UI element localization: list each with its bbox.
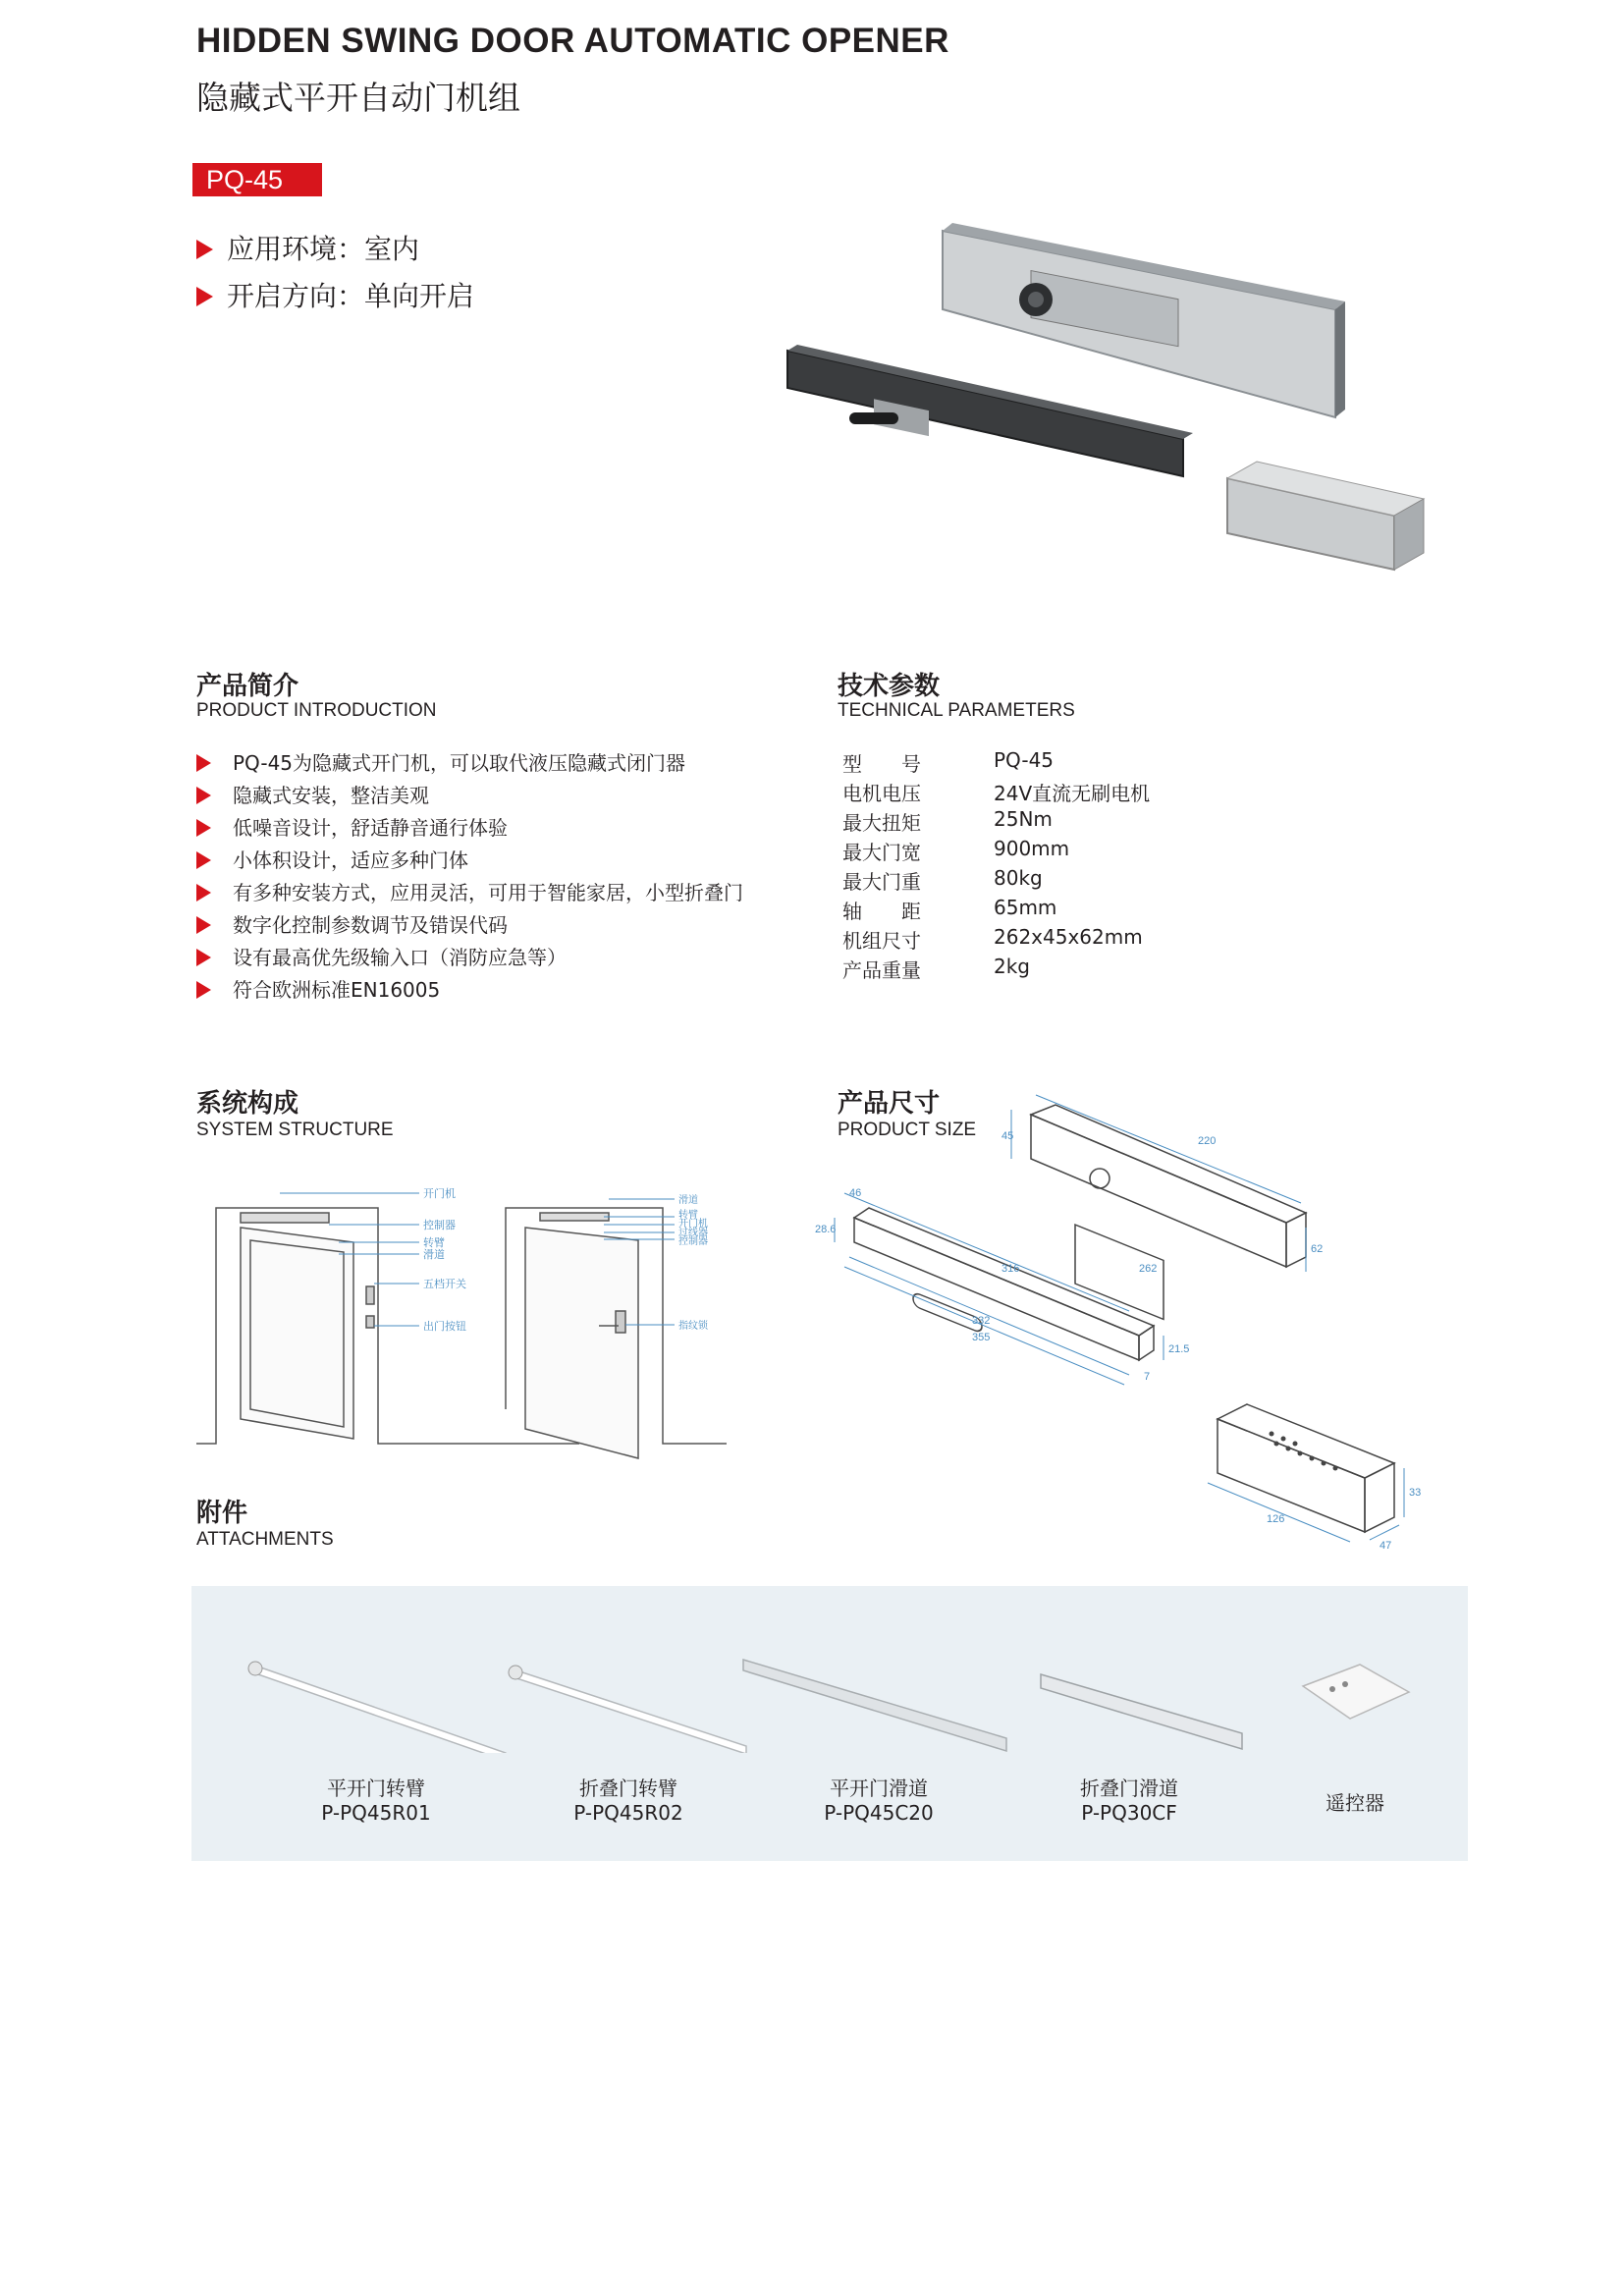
attachments-images — [191, 1586, 1468, 1753]
triangle-bullet-icon — [196, 754, 211, 772]
swing-arm-image — [248, 1662, 506, 1753]
triangle-bullet-icon — [196, 884, 211, 902]
feature-environment: 应用环境：室内 — [196, 228, 419, 267]
dimension-label: 7 — [1144, 1371, 1151, 1383]
intro-item: 符合欧洲标准EN16005 — [196, 974, 440, 1003]
param-value: PQ-45 — [994, 748, 1055, 772]
attachment-name: 平开门转臂 — [327, 1777, 425, 1800]
intro-title-cn: 产品简介 — [196, 672, 299, 701]
dimension-label: 46 — [849, 1187, 862, 1199]
intro-title-en: PRODUCT INTRODUCTION — [196, 700, 437, 721]
attachments-title-en: ATTACHMENTS — [196, 1529, 334, 1550]
structure-label: 转臂 — [678, 1210, 698, 1221]
triangle-bullet-icon — [196, 981, 211, 999]
triangle-bullet-icon — [196, 787, 211, 804]
params-title-en: TECHNICAL PARAMETERS — [838, 700, 1075, 721]
model-badge: PQ-45 — [192, 163, 322, 196]
structure-label: 滑道 — [423, 1249, 445, 1261]
attachment-item — [268, 1773, 484, 1825]
attachment-name: 平开门滑道 — [830, 1777, 928, 1800]
triangle-bullet-icon — [196, 240, 213, 259]
feature-direction: 开启方向：单向开启 — [196, 275, 474, 314]
power-supply-image — [1227, 462, 1424, 614]
param-value: 25Nm — [994, 807, 1053, 831]
triangle-bullet-icon — [196, 819, 211, 837]
structure-title-cn: 系统构成 — [196, 1089, 299, 1119]
attachment-name: 折叠门滑道 — [1080, 1777, 1178, 1800]
attachment-code: P-PQ30CF — [1081, 1801, 1177, 1825]
page-title-cn: 隐藏式平开自动门机组 — [196, 79, 520, 117]
dimension-label: 62 — [1311, 1243, 1324, 1255]
dimension-label: 316 — [1001, 1263, 1020, 1275]
dimension-label: 220 — [1198, 1135, 1217, 1147]
structure-label: 开门机 — [678, 1219, 708, 1230]
intro-item: 有多种安装方式，应用灵活，可用于智能家居，小型折叠门 — [196, 877, 743, 905]
dimension-label: 126 — [1267, 1513, 1285, 1525]
param-value: 65mm — [994, 896, 1057, 919]
triangle-bullet-icon — [196, 851, 211, 869]
attachments-title-cn: 附件 — [196, 1499, 248, 1528]
intro-item: 设有最高优先级输入口（消防应急等） — [196, 942, 567, 970]
structure-label: 转臂 — [423, 1237, 445, 1249]
triangle-bullet-icon — [196, 287, 213, 306]
intro-item: PQ-45为隐藏式开门机，可以取代液压隐藏式闭门器 — [196, 747, 685, 776]
dimension-label: 262 — [1139, 1263, 1158, 1275]
slide-rail-image — [787, 345, 1193, 476]
params-title-cn: 技术参数 — [838, 672, 941, 701]
param-value: 2kg — [994, 955, 1031, 978]
dimension-label: 45 — [1001, 1130, 1014, 1142]
param-key: 产品重量 — [842, 958, 921, 982]
param-key: 最大门重 — [842, 870, 921, 894]
param-value: 262x45x62mm — [994, 925, 1143, 949]
param-key: 电机电压 — [842, 782, 921, 805]
size-title-cn: 产品尺寸 — [838, 1089, 941, 1119]
structure-title-en: SYSTEM STRUCTURE — [196, 1120, 394, 1140]
structure-label: 指纹锁 — [678, 1321, 708, 1332]
attachment-code: P-PQ45C20 — [824, 1801, 934, 1825]
dimension-label: 332 — [972, 1315, 991, 1327]
intro-item: 数字化控制参数调节及错误代码 — [196, 909, 508, 938]
dimension-label: 33 — [1409, 1487, 1422, 1499]
product-photo — [776, 221, 1463, 614]
intro-item: 小体积设计，适应多种门体 — [196, 845, 468, 873]
page-title-en: HIDDEN SWING DOOR AUTOMATIC OPENER — [196, 22, 949, 60]
param-key: 最大门宽 — [842, 841, 921, 864]
attachments-panel — [191, 1586, 1468, 1861]
folding-arm-image — [509, 1666, 746, 1753]
structure-label: 滑道 — [678, 1195, 698, 1206]
attachment-item — [520, 1773, 736, 1825]
dimension-label: 355 — [972, 1332, 991, 1343]
attachment-name: 遥控器 — [1326, 1791, 1384, 1815]
structure-label: 五档开关 — [423, 1279, 466, 1290]
attachment-code: P-PQ45R01 — [321, 1801, 431, 1825]
swing-rail-image — [743, 1660, 1006, 1751]
opener-unit-image — [943, 223, 1345, 417]
param-value: 24V直流无刷电机 — [994, 782, 1151, 805]
param-key: 型 号 — [842, 752, 921, 776]
structure-label: 控制器 — [678, 1236, 708, 1247]
attachment-item — [1021, 1773, 1237, 1825]
param-key: 最大扭矩 — [842, 811, 921, 835]
structure-label: 过线器 — [678, 1228, 708, 1238]
folding-rail-image — [1041, 1674, 1242, 1749]
intro-item: 低噪音设计，舒适静音通行体验 — [196, 812, 508, 841]
attachment-item — [1247, 1787, 1463, 1816]
triangle-bullet-icon — [196, 916, 211, 934]
structure-label: 出门按钮 — [423, 1321, 466, 1333]
param-key: 轴 距 — [842, 900, 921, 923]
dimension-label: 28.6 — [815, 1224, 837, 1235]
attachment-code: P-PQ45R02 — [573, 1801, 683, 1825]
attachment-item — [771, 1773, 987, 1825]
param-key: 机组尺寸 — [842, 929, 921, 953]
param-value: 80kg — [994, 866, 1043, 890]
size-title-en: PRODUCT SIZE — [838, 1120, 977, 1140]
product-size-diagram — [815, 1070, 1453, 1571]
intro-item: 隐藏式安装，整洁美观 — [196, 780, 429, 808]
param-value: 900mm — [994, 837, 1070, 860]
dimension-label: 21.5 — [1168, 1343, 1190, 1355]
system-structure-diagram — [191, 1174, 741, 1468]
dimension-label: 47 — [1380, 1540, 1392, 1552]
remote-control-image — [1303, 1665, 1409, 1719]
attachment-name: 折叠门转臂 — [579, 1777, 677, 1800]
structure-label: 开门机 — [423, 1188, 456, 1200]
triangle-bullet-icon — [196, 949, 211, 966]
structure-label: 控制器 — [423, 1220, 456, 1231]
